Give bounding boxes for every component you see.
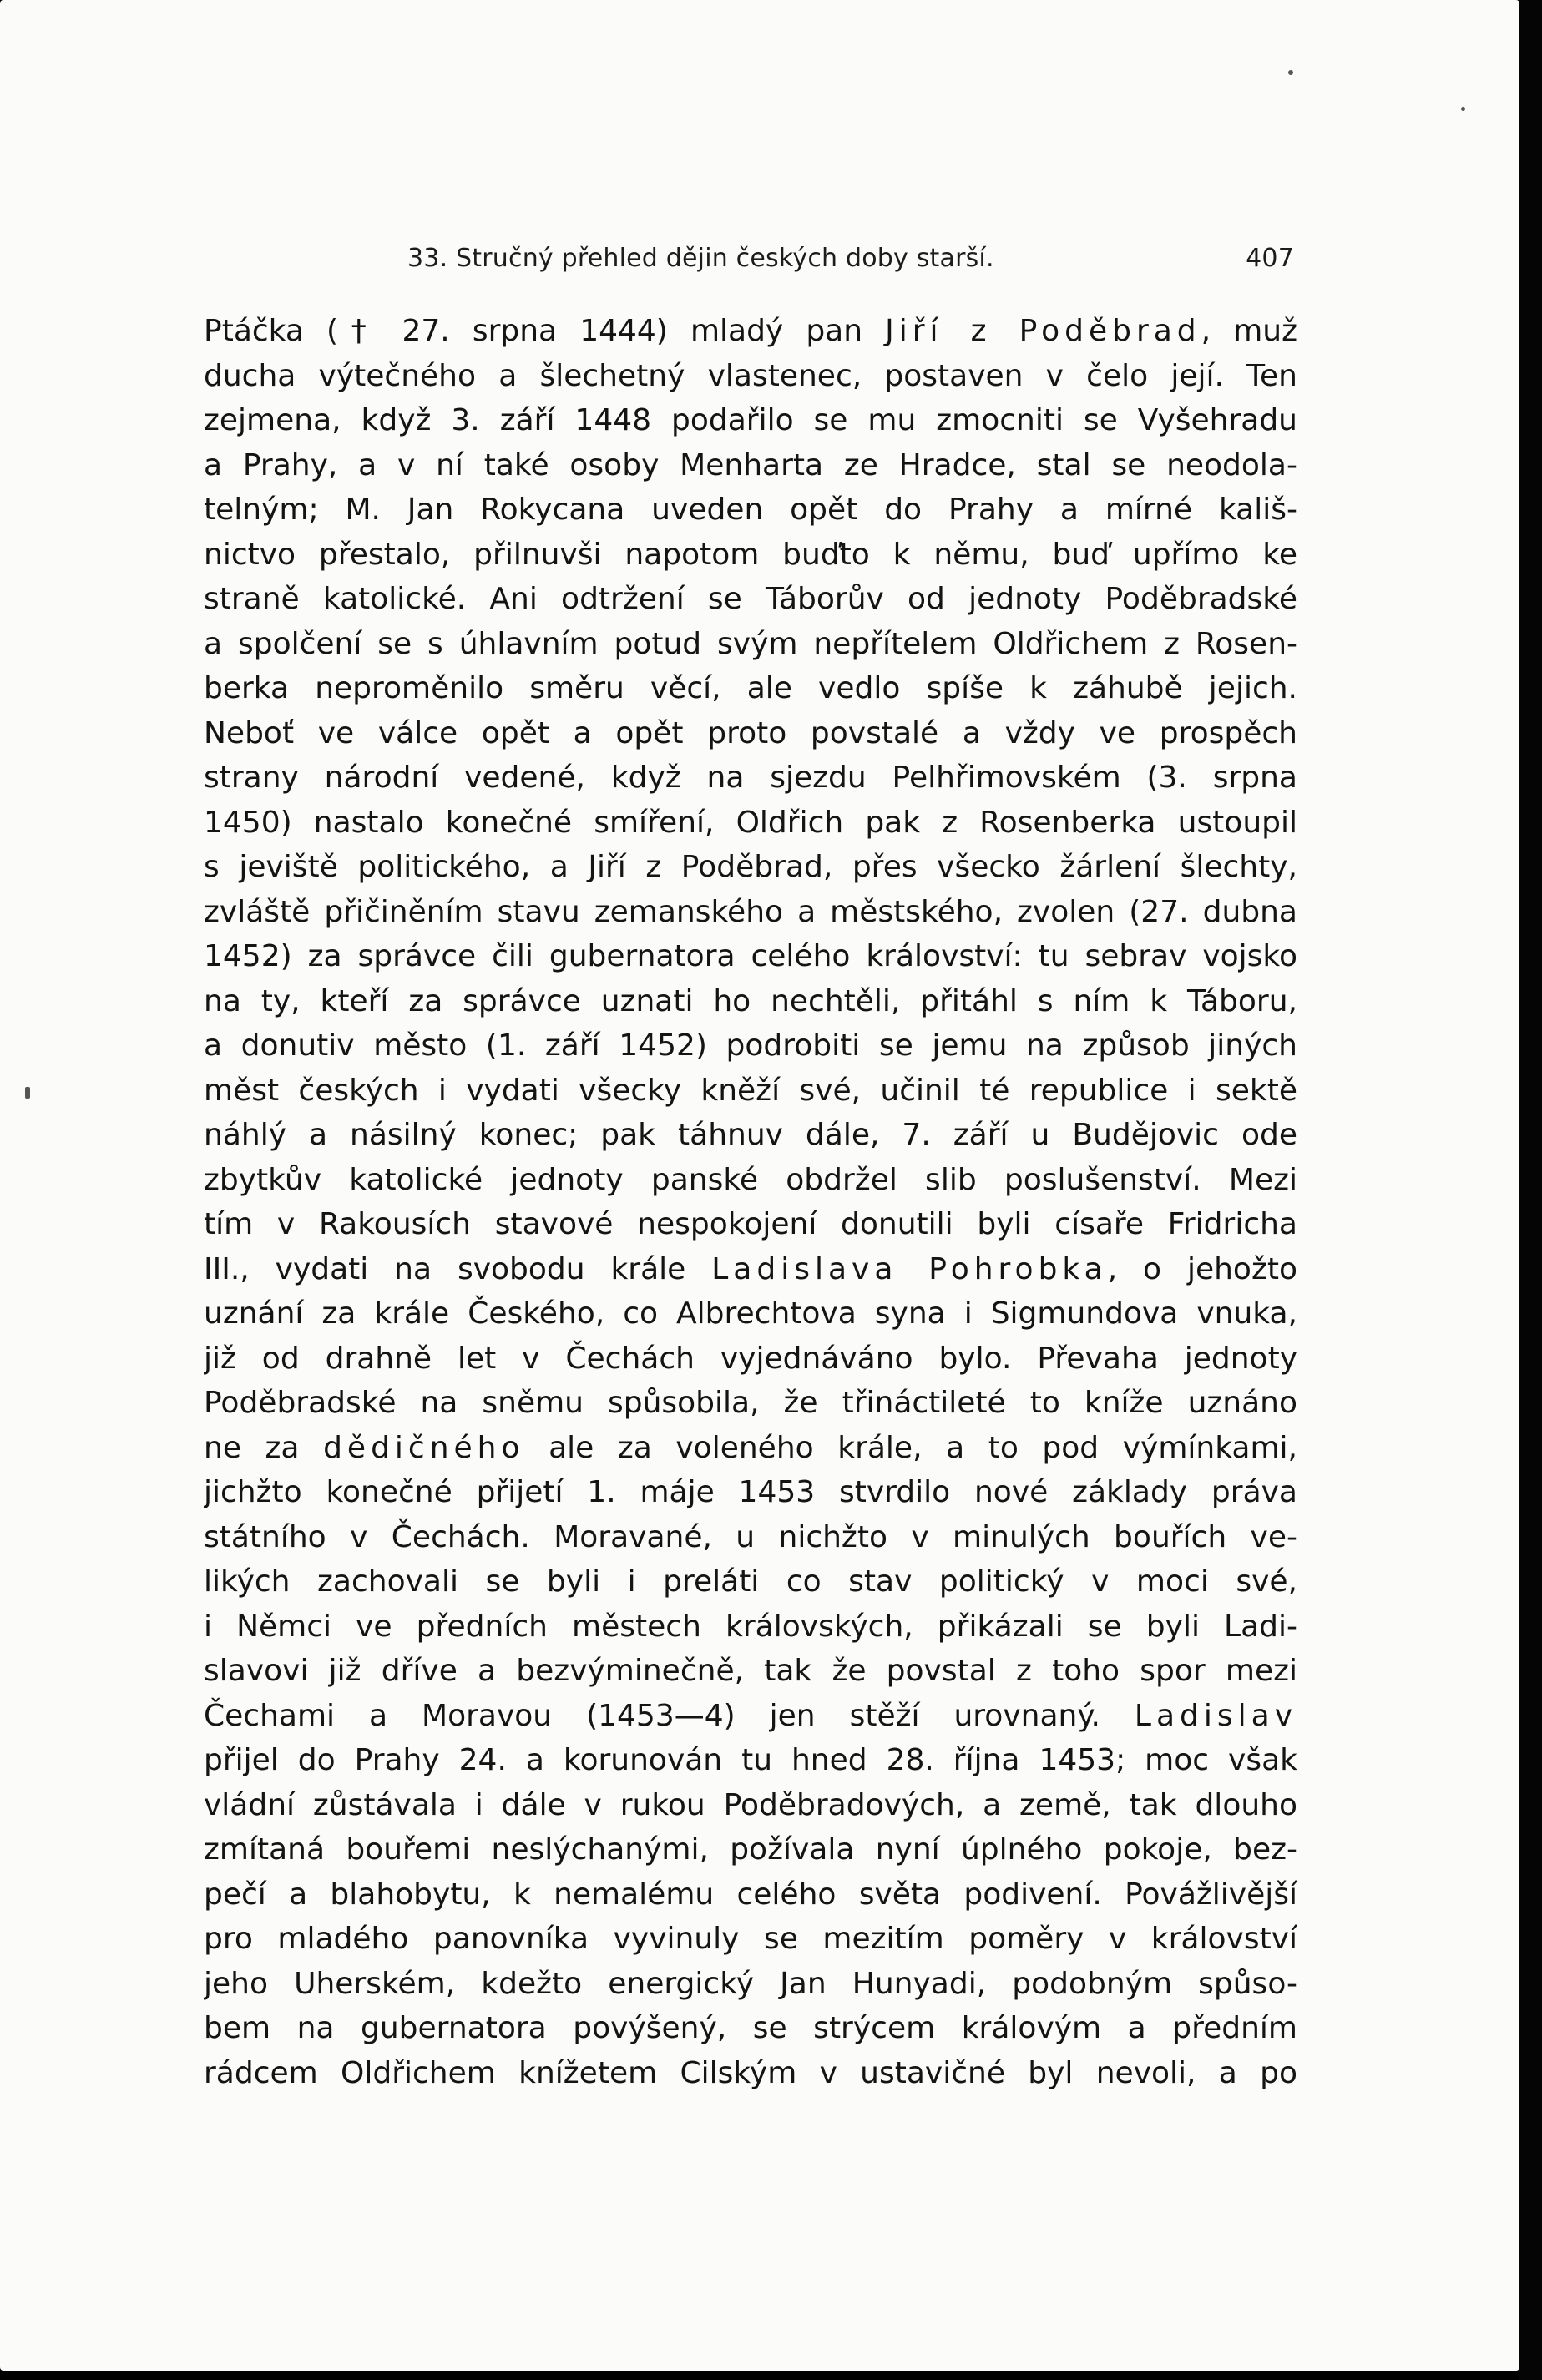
text-line bbox=[204, 1604, 1297, 1650]
text-segment: rádcem Oldřichem knížetem Cilským v ustavičné byl nevoli, a po bbox=[204, 2055, 1297, 2090]
text-segment: i Němci ve předních městech královských, přikázali se byli Ladi- bbox=[204, 1609, 1297, 1644]
text-segment: měst českých i vydati všecky kněží své, učinil té republice i sektě bbox=[204, 1073, 1297, 1108]
text-segment: zbytkův katolické jednoty panské obdržel slib poslušenství. Mezi bbox=[204, 1162, 1297, 1197]
text-segment: přijel do Prahy 24. a korunován tu hned 28. října 1453; moc však bbox=[204, 1743, 1297, 1777]
text-line bbox=[204, 1158, 1297, 1203]
text-segment: Ladislava Pohrobka bbox=[711, 1251, 1108, 1286]
text-segment: a Prahy, a v ní také osoby Menharta ze Hradce, stal se neodola- bbox=[204, 447, 1297, 483]
text-segment: straně katolické. Ani odtržení se Táborův od jednoty Poděbradské bbox=[204, 582, 1297, 616]
text-line bbox=[204, 1962, 1297, 2007]
text-line bbox=[204, 1694, 1297, 1739]
text-line bbox=[204, 979, 1297, 1024]
text-segment: , muž bbox=[1201, 314, 1297, 348]
text-line bbox=[204, 890, 1297, 935]
text-line bbox=[204, 1337, 1297, 1382]
text-segment: jeho Uherském, kdežto energický Jan Hunyadi, podobným spůso- bbox=[204, 1966, 1297, 2001]
text-segment: pro mladého panovníka vyvinuly se mezitím poměry v království bbox=[204, 1922, 1297, 1956]
text-line bbox=[204, 1291, 1297, 1337]
text-line bbox=[204, 533, 1297, 578]
text-line bbox=[204, 1783, 1297, 1828]
text-line bbox=[204, 1738, 1297, 1783]
text-segment: 1452) za správce čili gubernatora celého království: tu sebrav vojsko bbox=[204, 939, 1297, 973]
text-segment: berka neproměnilo směru věcí, ale vedlo spíše k záhubě jejich. bbox=[204, 671, 1297, 705]
text-line bbox=[204, 1559, 1297, 1604]
text-line bbox=[204, 1023, 1297, 1069]
header-title: 33. Stručný přehled dějin českých doby starší. bbox=[407, 244, 994, 273]
text-segment: Jiří z Poděbrad bbox=[885, 314, 1201, 348]
text-segment: III., vydati na svobodu krále bbox=[204, 1251, 712, 1286]
text-line bbox=[204, 577, 1297, 622]
text-line bbox=[204, 801, 1297, 846]
page-number: 407 bbox=[1246, 244, 1294, 273]
text-segment: likých zachovali se byli i preláti co stav politický v moci své, bbox=[204, 1564, 1297, 1599]
text-line bbox=[204, 1069, 1297, 1114]
text-segment: ducha výtečného a šlechetný vlastenec, postaven v čelo její. Ten bbox=[204, 358, 1297, 393]
text-line bbox=[204, 2051, 1297, 2096]
text-segment: Ptáčka († 27. srpna 1444) mladý pan bbox=[204, 314, 886, 348]
text-line bbox=[204, 1470, 1297, 1515]
text-line bbox=[204, 1202, 1297, 1247]
text-segment: státního v Čechách. Moravané, u nichžto v minulých bouřích ve- bbox=[204, 1519, 1297, 1554]
text-segment: dědičného bbox=[323, 1430, 525, 1465]
speck-mark bbox=[1288, 70, 1293, 75]
text-line bbox=[204, 1113, 1297, 1158]
text-segment: jichžto konečné přijetí 1. máje 1453 stvrdilo nové základy práva bbox=[204, 1475, 1297, 1509]
text-line bbox=[204, 666, 1297, 711]
text-segment: , o jehožto bbox=[1107, 1251, 1297, 1286]
text-line bbox=[204, 1649, 1297, 1694]
text-line bbox=[204, 1381, 1297, 1426]
text-line bbox=[204, 1872, 1297, 1918]
text-segment: Čechami a Moravou (1453—4) jen stěží urovnaný. bbox=[204, 1698, 1135, 1733]
text-segment: 1450) nastalo konečné smíření, Oldřich pak z Rosenberka ustoupil bbox=[204, 805, 1297, 840]
text-segment: Neboť ve válce opět a opět proto povstalé a vždy ve prospěch bbox=[204, 715, 1297, 750]
running-header bbox=[407, 244, 1294, 277]
text-line bbox=[204, 354, 1297, 399]
text-line bbox=[204, 2006, 1297, 2051]
text-segment: již od drahně let v Čechách vyjednáváno bylo. Převaha jednoty bbox=[204, 1341, 1297, 1376]
text-segment: ale za voleného krále, a to pod výmínkami, bbox=[524, 1430, 1297, 1465]
text-segment: strany národní vedené, když na sjezdu Pelhřimovském (3. srpna bbox=[204, 760, 1297, 795]
text-line bbox=[204, 1247, 1297, 1292]
text-segment: vládní zůstávala i dále v rukou Poděbradových, a země, tak dlouho bbox=[204, 1787, 1297, 1822]
text-line bbox=[204, 309, 1297, 354]
text-line bbox=[204, 1426, 1297, 1471]
text-segment: Poděbradské na sněmu spůsobila, že třináctileté to kníže uznáno bbox=[204, 1386, 1297, 1420]
text-segment: nictvo přestalo, přilnuvši napotom buďto k němu, buď upřímo ke bbox=[204, 537, 1297, 572]
text-segment: Ladislav bbox=[1134, 1698, 1297, 1733]
text-segment: a spolčení se s úhlavním potud svým nepřítelem Oldřichem z Rosen- bbox=[204, 626, 1297, 661]
text-line bbox=[204, 1917, 1297, 1962]
text-segment: telným; M. Jan Rokycana uveden opět do Prahy a mírné kališ- bbox=[204, 493, 1297, 527]
text-line bbox=[204, 755, 1297, 801]
text-segment: zmítaná bouřemi neslýchanými, požívala nyní úplného pokoje, bez- bbox=[204, 1832, 1297, 1867]
text-segment: slavovi již dříve a bezvýminečně, tak že povstal z toho spor mezi bbox=[204, 1654, 1297, 1688]
text-line bbox=[204, 622, 1297, 667]
text-line bbox=[204, 488, 1297, 533]
text-segment: pečí a blahobytu, k nemalému celého světa podivení. Povážlivější bbox=[204, 1877, 1297, 1912]
text-line bbox=[204, 845, 1297, 890]
text-segment: náhlý a násilný konec; pak táhnuv dále, 7. září u Budějovic ode bbox=[204, 1118, 1297, 1152]
speck-mark bbox=[1461, 107, 1465, 111]
text-segment: bem na gubernatora povýšený, se strýcem královým a předním bbox=[204, 2011, 1297, 2045]
text-segment: s jeviště politického, a Jiří z Poděbrad, přes všecko žárlení šlechty, bbox=[204, 850, 1297, 884]
edge-mark bbox=[25, 1087, 30, 1099]
text-segment: ne za bbox=[204, 1430, 324, 1465]
text-segment: zvláště přičiněním stavu zemanského a městského, zvolen (27. dubna bbox=[204, 894, 1297, 929]
scan-edge bbox=[1519, 0, 1542, 2380]
text-segment: na ty, kteří za správce uznati ho nechtěli, přitáhl s ním k Táboru, bbox=[204, 983, 1297, 1018]
body-text bbox=[204, 309, 1297, 2095]
text-line bbox=[204, 934, 1297, 979]
text-line bbox=[204, 398, 1297, 443]
text-line bbox=[204, 1515, 1297, 1560]
text-line bbox=[204, 443, 1297, 488]
text-segment: zejmena, když 3. září 1448 podařilo se mu zmocniti se Vyšehradu bbox=[204, 403, 1297, 437]
text-line bbox=[204, 711, 1297, 756]
text-segment: tím v Rakousích stavové nespokojení donutili byli císaře Fridricha bbox=[204, 1207, 1297, 1241]
text-segment: a donutiv město (1. září 1452) podrobiti se jemu na způsob jiných bbox=[204, 1028, 1297, 1063]
text-segment: uznání za krále Českého, co Albrechtova syna i Sigmundova vnuka, bbox=[204, 1296, 1297, 1331]
text-line bbox=[204, 1827, 1297, 1872]
